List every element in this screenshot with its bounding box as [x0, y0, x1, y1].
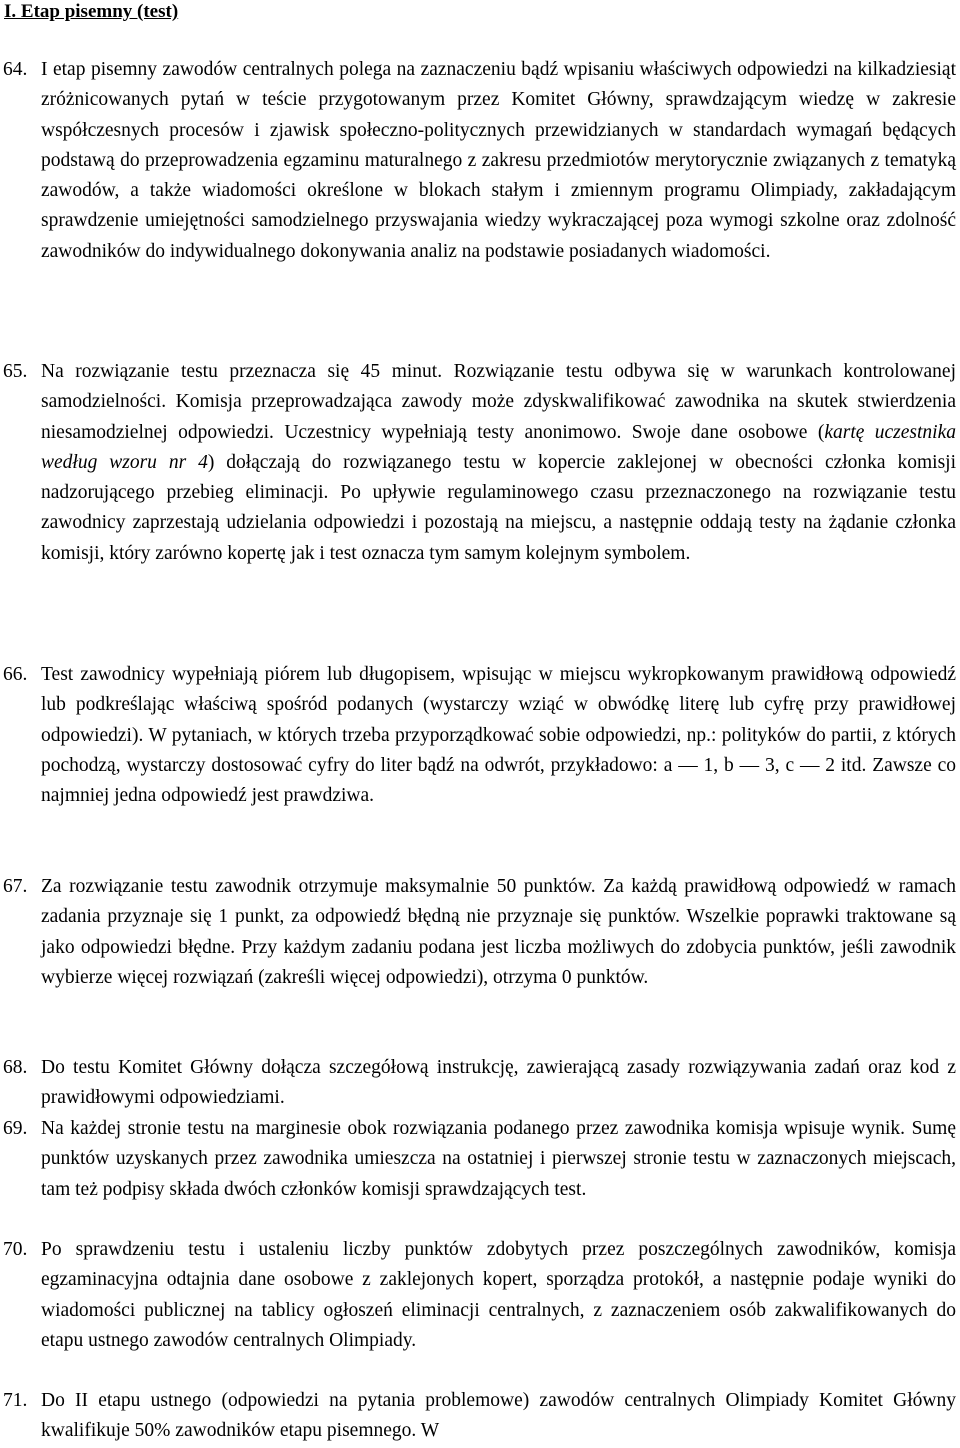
section-heading: I. Etap pisemny (test) — [4, 1, 179, 22]
paragraph-66 — [0, 660, 960, 811]
paragraph-number: 64. — [3, 59, 28, 80]
paragraph-71 — [0, 1386, 960, 1447]
paragraph-number: 67. — [3, 876, 28, 897]
paragraph-64 — [0, 55, 960, 267]
paragraph-70 — [0, 1235, 960, 1356]
paragraph-text — [41, 357, 956, 569]
paragraph-65 — [0, 357, 960, 569]
paragraph-68 — [0, 1053, 960, 1114]
paragraph-number: 70. — [3, 1239, 28, 1260]
paragraph-number: 68. — [3, 1057, 28, 1078]
paragraph-text-part: Na rozwiązanie testu przeznacza się 45 minut. Rozwiązanie testu odbywa się w warunkach kontrolowanej samodzielności. Komisja przeprowadzająca zawody może zdyskwalifikować zawodnika na skutek stwierdzenia niesamodzielnej odpowiedzi. Uczestnicy wypełniają testy anonimowo. Swoje dane osobowe ( — [41, 361, 956, 443]
paragraph-67 — [0, 872, 960, 993]
paragraph-text: Test zawodnicy wypełniają piórem lub długopisem, wpisując w miejscu wykropkowanym prawidłową odpowiedź lub podkreślając właściwą spośród podanych (wystarczy wziąć w obwódkę literę lub cyfrę przy prawidłowej odpowiedzi). W pytaniach, w których trzeba przyporządkować sobie odpowiedzi, np.: polityków do partii, z których pochodzą, wystarczy dostosować cyfry do liter bądź na odwrót, przykładowo: a — 1, b — 3, c — 2 itd. Zawsze co najmniej jedna odpowiedź jest prawdziwa. — [41, 664, 956, 807]
paragraph-number: 66. — [3, 664, 28, 685]
paragraph-text: Za rozwiązanie testu zawodnik otrzymuje maksymalnie 50 punktów. Za każdą prawidłową odpowiedź w ramach zadania przyznaje się 1 punkt, za odpowiedź błędną nie przyznaje się punktów. Wszelkie poprawki traktowane są jako odpowiedzi błędne. Przy każdym zadaniu podana jest liczba możliwych do zdobycia punktów, jeśli zawodnik wybierze więcej rozwiązań (zakreśli więcej odpowiedzi), otrzyma 0 punktów. — [41, 876, 956, 988]
paragraph-text: Do testu Komitet Główny dołącza szczegółową instrukcję, zawierającą zasady rozwiązywania zadań oraz kod z prawidłowymi odpowiedziami. — [41, 1057, 956, 1109]
paragraph-number: 71. — [3, 1390, 28, 1411]
paragraph-text: Po sprawdzeniu testu i ustaleniu liczby punktów zdobytych przez poszczególnych zawodników, komisja egzaminacyjna odtajnia dane osobowe z zaklejonych kopert, sporządza protokół, a następnie podaje wyniki do wiadomości publicznej na tablicy ogłoszeń eliminacji centralnych, z zaznaczeniem osób zakwalifikowanych do etapu ustnego zawodów centralnych Olimpiady. — [41, 1239, 956, 1351]
paragraph-number: 69. — [3, 1118, 28, 1139]
paragraph-number: 65. — [3, 361, 28, 382]
paragraph-69 — [0, 1114, 960, 1205]
paragraph-text-part: ) dołączają do rozwiązanego testu w kopercie zaklejonej w obecności członka komisji nadzorującego przebieg eliminacji. Po upływie regulaminowego czasu przeznaczonego na rozwiązanie testu zawodnicy zaprzestają udzielania odpowiedzi i pozostają na miejscu, a następnie oddają testy na żądanie członka komisji, który zarówno kopertę jak i test oznacza tym samym kolejnym symbolem. — [41, 451, 957, 564]
paragraph-text: Do II etapu ustnego (odpowiedzi na pytania problemowe) zawodów centralnych Olimpiady Komitet Główny kwalifikuje 50% zawodników etapu pisemnego. W — [41, 1390, 956, 1442]
paragraph-text-italic: kartę uczestnika według wzoru nr 4 — [41, 421, 957, 473]
paragraph-text: Na każdej stronie testu na marginesie obok rozwiązania podanego przez zawodnika komisja wpisuje wynik. Sumę punktów uzyskanych przez zawodnika umieszcza na ostatniej i pierwszej stronie testu w zaznaczonych miejscach, tam też podpisy składa dwóch członków komisji sprawdzających test. — [41, 1118, 956, 1200]
paragraph-text: I etap pisemny zawodów centralnych polega na zaznaczeniu bądź wpisaniu właściwych odpowiedzi na kilkadziesiąt zróżnicowanych pytań w teście przygotowanym przez Komitet Główny, sprawdzającym wiedzę w zakresie współczesnych procesów i zjawisk społeczno-politycznych przewidzianych w standardach wymagań będących podstawą do przeprowadzenia egzaminu maturalnego z zakresu przedmiotów merytorycznie związanych z tematyką zawodów, a także wiadomości określone w blokach stałym i zmiennym programu Olimpiady, zakładającym sprawdzenie umiejętności samodzielnego przyswajania wiedzy wykraczającej poza wymogi szkolne oraz zdolność zawodników do indywidualnego dokonywania analiz na podstawie posiadanych wiadomości. — [41, 59, 956, 262]
